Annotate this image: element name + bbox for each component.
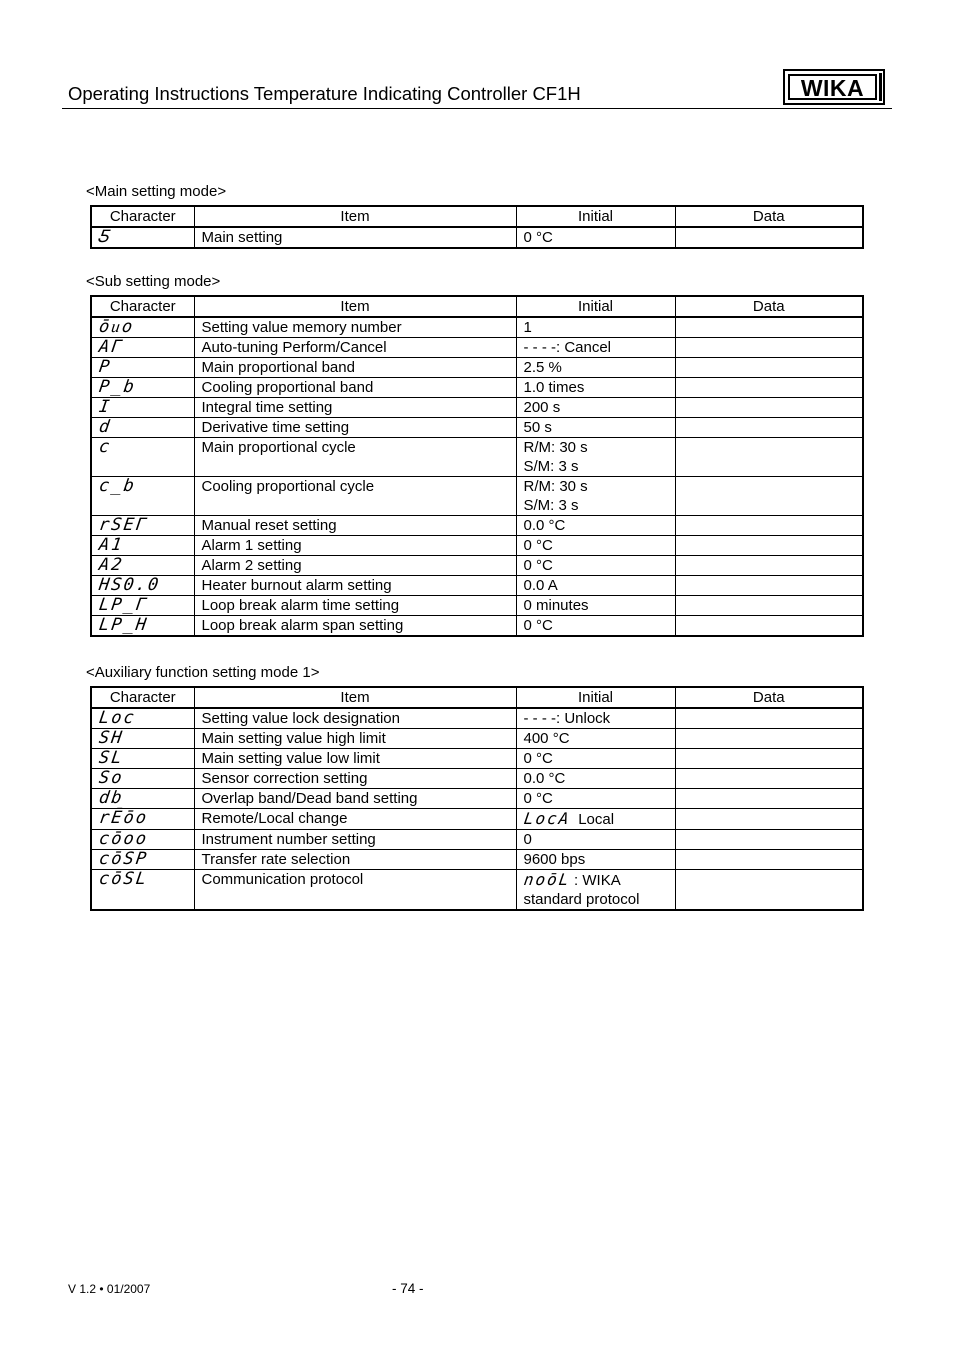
initial-value: 400 °C — [523, 730, 570, 747]
character-cell — [91, 438, 194, 477]
initial-value: 0 — [523, 831, 532, 848]
sub-setting-table — [90, 295, 864, 637]
item-cell: Main setting value high limit — [194, 729, 516, 749]
col-header-initial: Initial — [516, 687, 675, 708]
display-character: A2 — [97, 555, 125, 575]
display-character: LP_H — [97, 615, 150, 635]
table-row — [91, 729, 863, 749]
table-row — [91, 516, 863, 536]
initial-value-line2: S/M: 3 s — [523, 458, 579, 475]
data-cell — [675, 576, 863, 596]
data-cell — [675, 769, 863, 789]
character-cell — [91, 556, 194, 576]
initial-value: - - - -: Cancel — [523, 339, 612, 356]
data-cell — [675, 830, 863, 850]
table-row — [91, 789, 863, 809]
initial-cell — [516, 576, 675, 596]
display-character: cōoo — [97, 829, 150, 849]
initial-value: 0 °C — [523, 557, 553, 574]
col-header-item: Item — [194, 206, 516, 227]
footer-version: V 1.2 • 01/2007 — [68, 1282, 151, 1296]
display-character: rĒōo — [97, 808, 150, 828]
character-cell — [91, 616, 194, 637]
initial-value: 50 s — [523, 419, 552, 436]
character-cell — [91, 749, 194, 769]
initial-value: 1 — [523, 319, 532, 336]
display-character: Loc — [97, 708, 138, 728]
table-row — [91, 576, 863, 596]
page-header-title: Operating Instructions Temperature Indicating Controller CF1H — [68, 83, 581, 104]
item-cell: Overlap band/Dead band setting — [194, 789, 516, 809]
table-row — [91, 556, 863, 576]
initial-cell — [516, 227, 675, 248]
table-row — [91, 708, 863, 729]
data-cell — [675, 809, 863, 830]
initial-value: 0.0 A — [523, 577, 558, 594]
display-character: c_b — [97, 476, 138, 496]
item-cell: Alarm 2 setting — [194, 556, 516, 576]
initial-value: 0 °C — [523, 229, 553, 246]
col-header-character: Character — [91, 296, 194, 317]
table-row — [91, 616, 863, 637]
section-title-main-setting: <Main setting mode> — [86, 183, 227, 200]
table-row — [91, 870, 863, 911]
display-character: I — [97, 397, 113, 417]
item-cell: Communication protocol — [194, 870, 516, 911]
table-row — [91, 358, 863, 378]
character-cell — [91, 850, 194, 870]
character-cell — [91, 378, 194, 398]
item-cell: Setting value memory number — [194, 317, 516, 338]
display-character: P — [97, 357, 113, 377]
initial-cell — [516, 830, 675, 850]
initial-value-line2: standard protocol — [523, 891, 640, 908]
table-row — [91, 438, 863, 477]
initial-value: 9600 bps — [523, 851, 586, 868]
data-cell — [675, 438, 863, 477]
data-cell — [675, 729, 863, 749]
data-cell — [675, 789, 863, 809]
data-cell — [675, 378, 863, 398]
initial-display-character: LocA — [522, 809, 572, 828]
item-cell: Derivative time setting — [194, 418, 516, 438]
character-cell — [91, 418, 194, 438]
table-row — [91, 830, 863, 850]
initial-cell — [516, 516, 675, 536]
data-cell — [675, 398, 863, 418]
col-header-data: Data — [675, 206, 863, 227]
character-cell — [91, 789, 194, 809]
initial-cell — [516, 398, 675, 418]
character-cell — [91, 317, 194, 338]
item-cell: Loop break alarm time setting — [194, 596, 516, 616]
data-cell — [675, 227, 863, 248]
table-row — [91, 769, 863, 789]
item-cell: Remote/Local change — [194, 809, 516, 830]
data-cell — [675, 477, 863, 516]
item-cell: Sensor correction setting — [194, 769, 516, 789]
display-character: db — [97, 788, 125, 808]
table-row — [91, 317, 863, 338]
header-divider — [62, 108, 892, 109]
item-cell: Main proportional band — [194, 358, 516, 378]
character-cell — [91, 870, 194, 911]
col-header-character: Character — [91, 206, 194, 227]
main-setting-table — [90, 205, 864, 249]
data-cell — [675, 596, 863, 616]
initial-cell — [516, 809, 675, 830]
display-character: c — [97, 437, 113, 457]
initial-cell — [516, 729, 675, 749]
initial-value: : WIKA — [574, 872, 621, 889]
initial-cell — [516, 616, 675, 637]
initial-value: - - - -: Unlock — [523, 710, 611, 727]
character-cell — [91, 338, 194, 358]
character-cell — [91, 536, 194, 556]
initial-cell — [516, 850, 675, 870]
initial-value: 0 °C — [523, 790, 553, 807]
display-character: SH — [97, 728, 125, 748]
table-row — [91, 418, 863, 438]
wika-logo — [783, 69, 885, 105]
col-header-initial: Initial — [516, 206, 675, 227]
col-header-data: Data — [675, 687, 863, 708]
character-cell — [91, 708, 194, 729]
col-header-data: Data — [675, 296, 863, 317]
display-character: A1 — [97, 535, 125, 555]
item-cell: Instrument number setting — [194, 830, 516, 850]
table-row — [91, 227, 863, 248]
data-cell — [675, 616, 863, 637]
display-character: d — [97, 417, 113, 437]
initial-cell — [516, 556, 675, 576]
initial-value: 0 minutes — [523, 597, 589, 614]
data-cell — [675, 516, 863, 536]
item-cell: Loop break alarm span setting — [194, 616, 516, 637]
initial-cell — [516, 317, 675, 338]
initial-cell — [516, 596, 675, 616]
initial-value: 0 °C — [523, 537, 553, 554]
display-character: Ƽ — [97, 227, 113, 247]
initial-cell — [516, 870, 675, 911]
initial-display-character: noōL — [522, 870, 572, 889]
item-cell: Main setting — [194, 227, 516, 248]
table-row — [91, 378, 863, 398]
character-cell — [91, 516, 194, 536]
character-cell — [91, 830, 194, 850]
table-row — [91, 398, 863, 418]
display-character: HS0.0 — [97, 575, 162, 595]
item-cell: Setting value lock designation — [194, 708, 516, 729]
character-cell — [91, 729, 194, 749]
character-cell — [91, 769, 194, 789]
item-cell: Manual reset setting — [194, 516, 516, 536]
initial-value: R/M: 30 s — [523, 439, 588, 456]
table-row — [91, 850, 863, 870]
data-cell — [675, 536, 863, 556]
character-cell — [91, 358, 194, 378]
data-cell — [675, 749, 863, 769]
initial-cell — [516, 378, 675, 398]
item-cell: Alarm 1 setting — [194, 536, 516, 556]
auxiliary-setting-table — [90, 686, 864, 911]
table-row — [91, 338, 863, 358]
section-title-auxiliary-1: <Auxiliary function setting mode 1> — [86, 664, 320, 681]
display-character: SL — [97, 748, 125, 768]
character-cell — [91, 576, 194, 596]
initial-value: 2.5 % — [523, 359, 562, 376]
initial-value: Local — [574, 811, 615, 828]
initial-value: 0 °C — [523, 617, 553, 634]
display-character: cōSP — [97, 849, 150, 869]
table-row — [91, 809, 863, 830]
col-header-item: Item — [194, 296, 516, 317]
data-cell — [675, 708, 863, 729]
data-cell — [675, 358, 863, 378]
display-character: AГ — [97, 337, 125, 357]
initial-value: 0.0 °C — [523, 770, 566, 787]
col-header-character: Character — [91, 687, 194, 708]
item-cell: Cooling proportional band — [194, 378, 516, 398]
col-header-item: Item — [194, 687, 516, 708]
initial-value: 0 °C — [523, 750, 553, 767]
initial-cell — [516, 536, 675, 556]
initial-value: 1.0 times — [523, 379, 585, 396]
table-row — [91, 596, 863, 616]
data-cell — [675, 870, 863, 911]
character-cell — [91, 596, 194, 616]
display-character: cōSL — [97, 869, 150, 889]
initial-cell — [516, 749, 675, 769]
initial-cell — [516, 338, 675, 358]
footer-page-number: - 74 - — [392, 1281, 424, 1296]
wika-logo-text: WIKA — [788, 74, 877, 100]
item-cell: Integral time setting — [194, 398, 516, 418]
data-cell — [675, 556, 863, 576]
item-cell: Heater burnout alarm setting — [194, 576, 516, 596]
item-cell: Cooling proportional cycle — [194, 477, 516, 516]
item-cell: Transfer rate selection — [194, 850, 516, 870]
character-cell — [91, 809, 194, 830]
character-cell — [91, 398, 194, 418]
initial-cell — [516, 477, 675, 516]
character-cell — [91, 477, 194, 516]
table-row — [91, 477, 863, 516]
section-title-sub-setting: <Sub setting mode> — [86, 273, 221, 290]
display-character: rSEГ — [97, 515, 150, 535]
col-header-initial: Initial — [516, 296, 675, 317]
initial-value: 200 s — [523, 399, 561, 416]
initial-value: 0.0 °C — [523, 517, 566, 534]
initial-value: R/M: 30 s — [523, 478, 588, 495]
initial-cell — [516, 438, 675, 477]
initial-cell — [516, 769, 675, 789]
data-cell — [675, 850, 863, 870]
display-character: P_b — [97, 377, 138, 397]
character-cell — [91, 227, 194, 248]
initial-cell — [516, 708, 675, 729]
initial-cell — [516, 358, 675, 378]
initial-cell — [516, 418, 675, 438]
table-row — [91, 749, 863, 769]
initial-cell — [516, 789, 675, 809]
table-row — [91, 536, 863, 556]
item-cell: Main proportional cycle — [194, 438, 516, 477]
display-character: ōᴎo — [97, 317, 136, 337]
display-character: So — [97, 768, 125, 788]
data-cell — [675, 317, 863, 338]
display-character: LP_Г — [97, 595, 150, 615]
data-cell — [675, 418, 863, 438]
data-cell — [675, 338, 863, 358]
initial-value-line2: S/M: 3 s — [523, 497, 579, 514]
item-cell: Auto-tuning Perform/Cancel — [194, 338, 516, 358]
item-cell: Main setting value low limit — [194, 749, 516, 769]
